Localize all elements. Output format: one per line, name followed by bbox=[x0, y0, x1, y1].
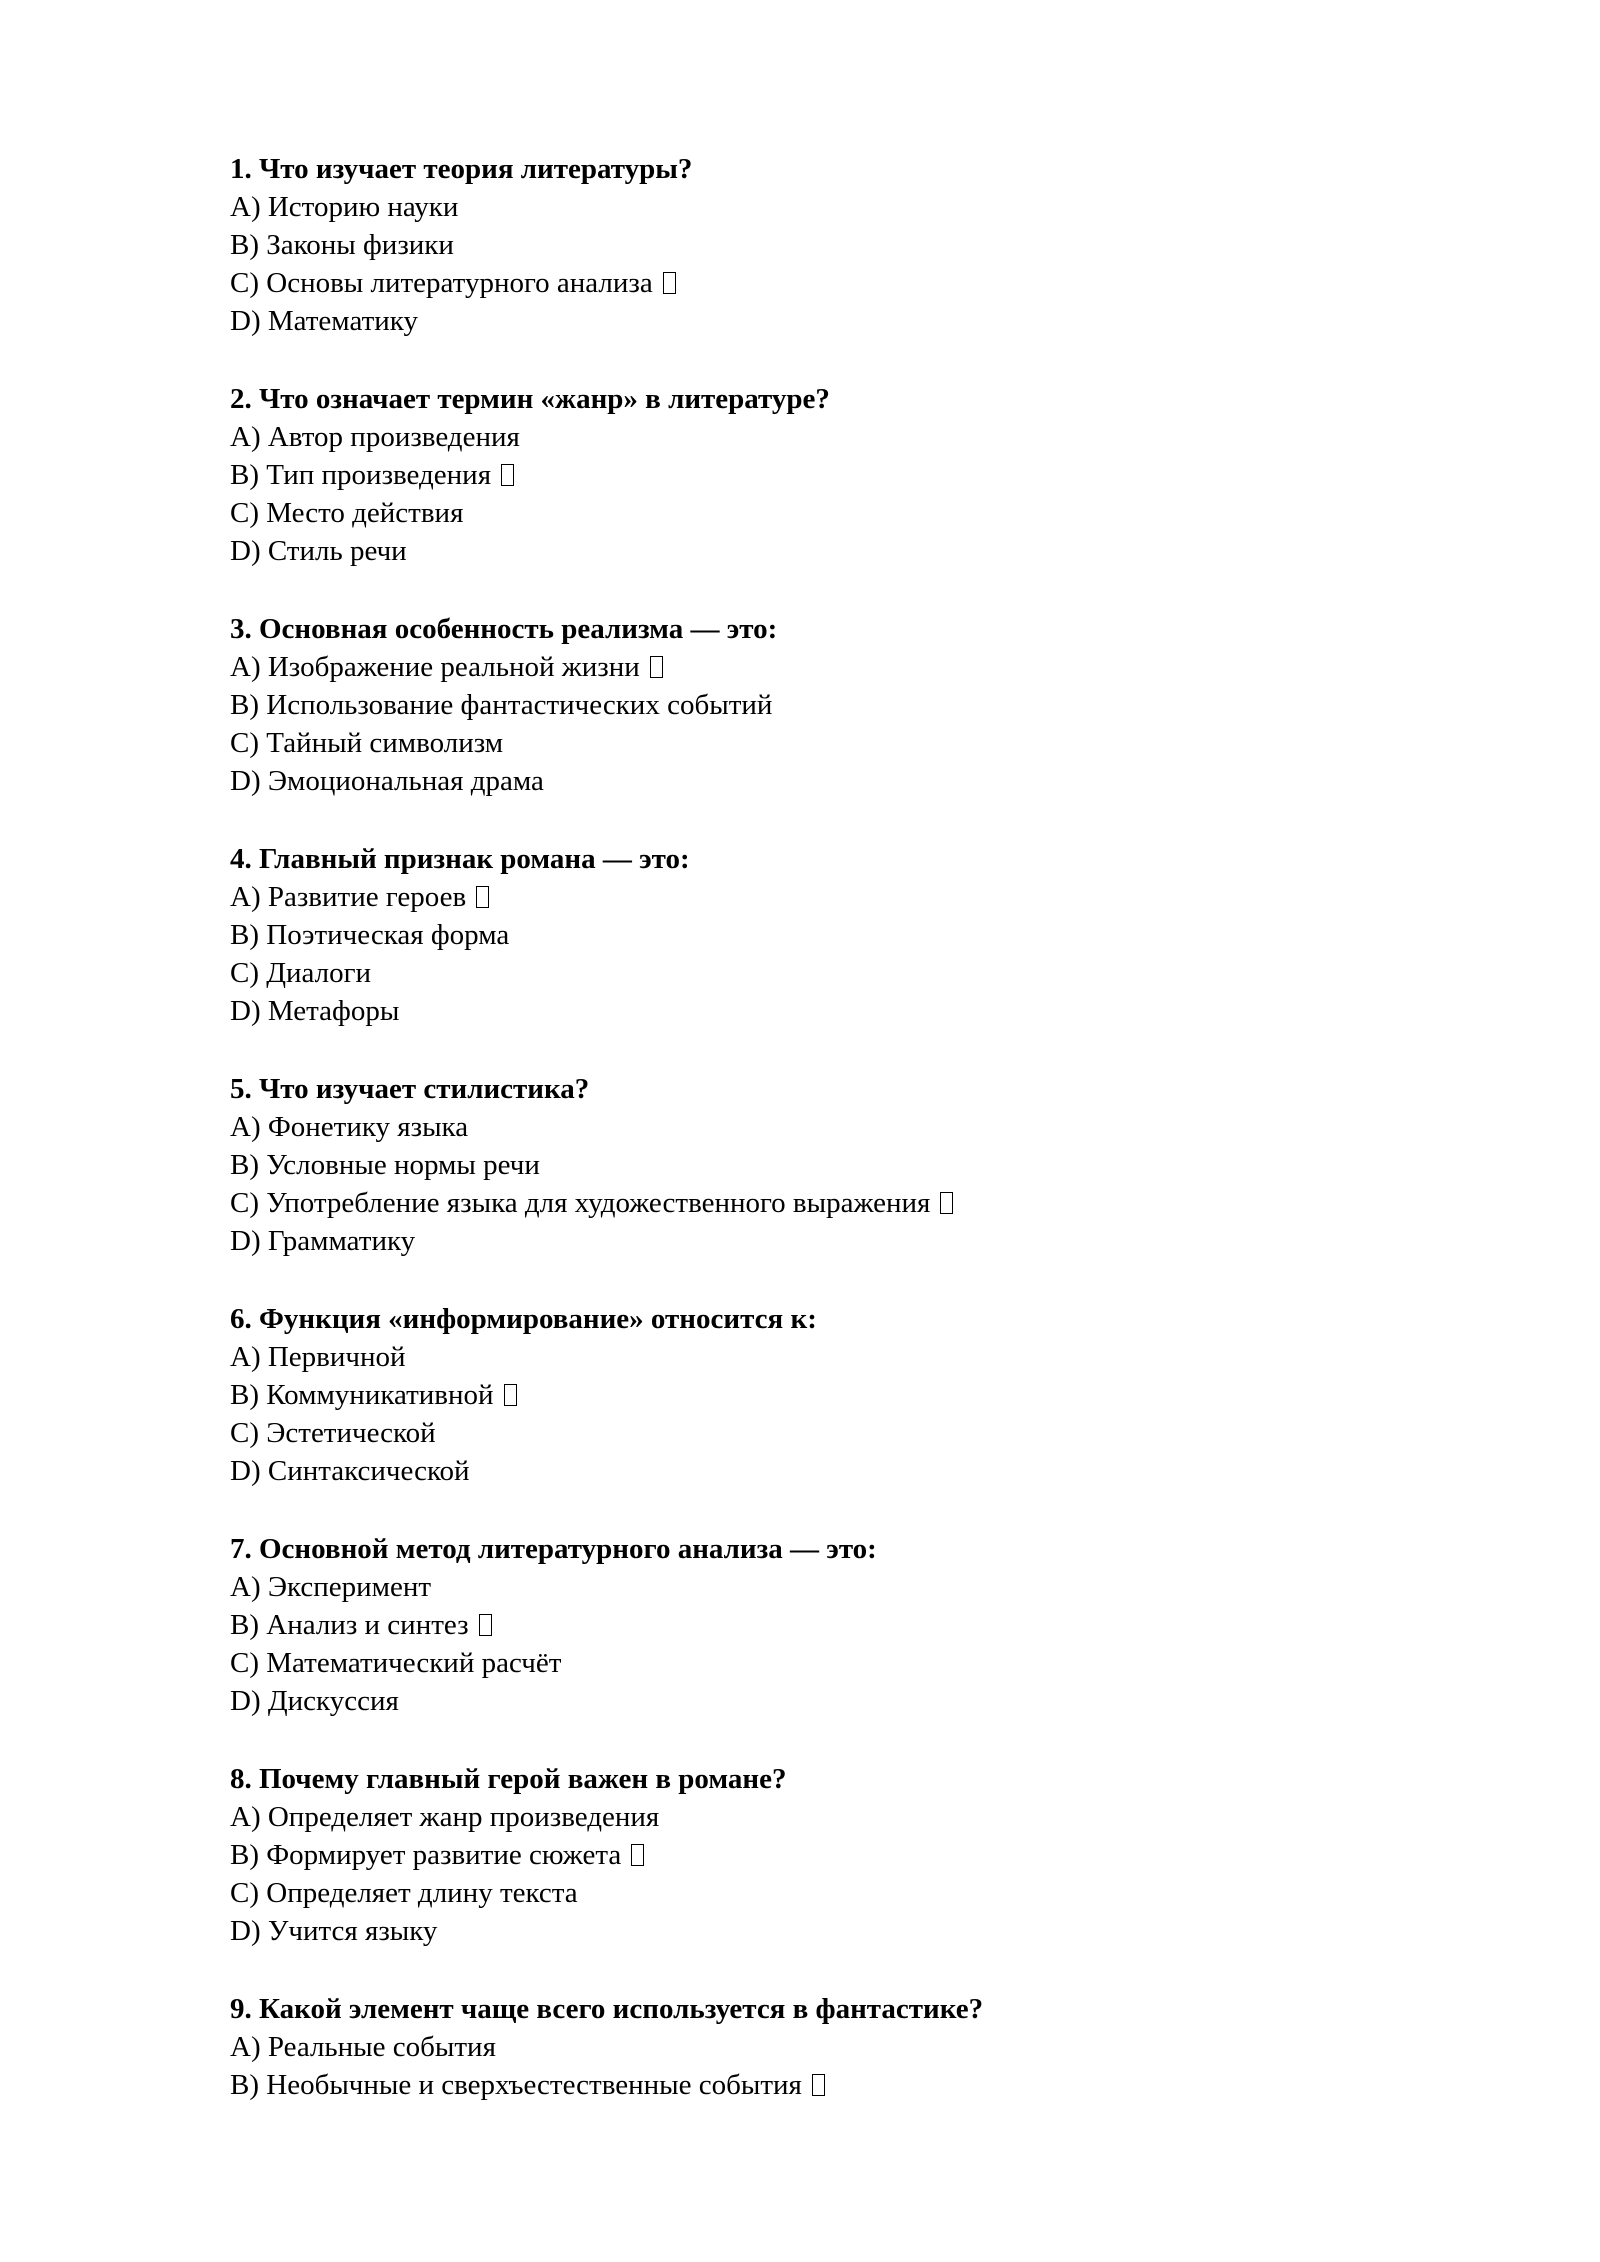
answer-option-text: C) Основы литературного анализа bbox=[230, 267, 653, 299]
question-block bbox=[230, 1300, 1430, 1490]
answer-option-text: D) Грамматику bbox=[230, 1225, 416, 1257]
answer-option bbox=[230, 1682, 1430, 1720]
correct-answer-mark-icon bbox=[631, 1844, 644, 1866]
answer-option bbox=[230, 2066, 1430, 2104]
answer-option-text: A) Автор произведения bbox=[230, 421, 520, 453]
answer-option-text: A) Эксперимент bbox=[230, 1571, 432, 1603]
question-block bbox=[230, 1530, 1430, 1720]
answer-option-text: A) Реальные события bbox=[230, 2031, 496, 2063]
answer-option bbox=[230, 418, 1430, 456]
answer-option-text: A) Фонетику языка bbox=[230, 1111, 469, 1143]
answer-option-text: B) Необычные и сверхъестественные события bbox=[230, 2069, 802, 2101]
answer-option bbox=[230, 916, 1430, 954]
answer-option bbox=[230, 1912, 1430, 1950]
question-block bbox=[230, 840, 1430, 1030]
question-title: 4. Главный признак романа — это: bbox=[230, 843, 690, 875]
answer-option bbox=[230, 1606, 1430, 1644]
answer-option-text: D) Дискуссия bbox=[230, 1685, 399, 1717]
answer-option bbox=[230, 2028, 1430, 2066]
answer-option bbox=[230, 1338, 1430, 1376]
correct-answer-mark-icon bbox=[663, 272, 676, 294]
answer-option bbox=[230, 226, 1430, 264]
question-title: 3. Основная особенность реализма — это: bbox=[230, 613, 778, 645]
answer-option bbox=[230, 724, 1430, 762]
answer-option-text: B) Использование фантастических событий bbox=[230, 689, 773, 721]
answer-option bbox=[230, 264, 1430, 302]
answer-option-text: D) Эмоциональная драма bbox=[230, 765, 544, 797]
answer-option bbox=[230, 1146, 1430, 1184]
question-title: 9. Какой элемент чаще всего используется в фантастике? bbox=[230, 1993, 984, 2025]
question-block bbox=[230, 610, 1430, 800]
answer-option-text: B) Законы физики bbox=[230, 229, 454, 261]
answer-option bbox=[230, 762, 1430, 800]
correct-answer-mark-icon bbox=[504, 1384, 517, 1406]
answer-option bbox=[230, 1376, 1430, 1414]
answer-option-text: B) Условные нормы речи bbox=[230, 1149, 540, 1181]
question-title: 7. Основной метод литературного анализа — это: bbox=[230, 1533, 877, 1565]
correct-answer-mark-icon bbox=[479, 1614, 492, 1636]
answer-option-text: B) Коммуникативной bbox=[230, 1379, 494, 1411]
answer-option bbox=[230, 1108, 1430, 1146]
answer-option-text: C) Употребление языка для художественного выражения bbox=[230, 1187, 931, 1219]
answer-option bbox=[230, 1184, 1430, 1222]
question-block bbox=[230, 1070, 1430, 1260]
question-title: 8. Почему главный герой важен в романе? bbox=[230, 1763, 787, 1795]
answer-option-text: C) Эстетической bbox=[230, 1417, 436, 1449]
answer-option-text: B) Формирует развитие сюжета bbox=[230, 1839, 622, 1871]
answer-option-text: A) Определяет жанр произведения bbox=[230, 1801, 660, 1833]
answer-option-text: B) Анализ и синтез bbox=[230, 1609, 469, 1641]
correct-answer-mark-icon bbox=[812, 2074, 825, 2096]
answer-option-text: A) Изображение реальной жизни bbox=[230, 651, 640, 683]
answer-option bbox=[230, 648, 1430, 686]
answer-option-text: A) Развитие героев bbox=[230, 881, 467, 913]
quiz-content bbox=[230, 150, 1430, 2144]
correct-answer-mark-icon bbox=[650, 656, 663, 678]
answer-option bbox=[230, 954, 1430, 992]
answer-option bbox=[230, 188, 1430, 226]
correct-answer-mark-icon bbox=[476, 886, 489, 908]
question-title: 2. Что означает термин «жанр» в литературе? bbox=[230, 383, 830, 415]
answer-option bbox=[230, 1414, 1430, 1452]
answer-option-text: D) Стиль речи bbox=[230, 535, 407, 567]
answer-option-text: C) Тайный символизм bbox=[230, 727, 504, 759]
answer-option bbox=[230, 1836, 1430, 1874]
answer-option bbox=[230, 1222, 1430, 1260]
answer-option bbox=[230, 1874, 1430, 1912]
question-block bbox=[230, 1990, 1430, 2104]
question-title: 1. Что изучает теория литературы? bbox=[230, 153, 693, 185]
answer-option bbox=[230, 686, 1430, 724]
answer-option-text: D) Математику bbox=[230, 305, 418, 337]
answer-option-text: C) Место действия bbox=[230, 497, 464, 529]
answer-option-text: C) Диалоги bbox=[230, 957, 372, 989]
answer-option-text: D) Метафоры bbox=[230, 995, 400, 1027]
answer-option bbox=[230, 1644, 1430, 1682]
question-block bbox=[230, 150, 1430, 340]
question-block bbox=[230, 1760, 1430, 1950]
answer-option bbox=[230, 1798, 1430, 1836]
answer-option-text: B) Поэтическая форма bbox=[230, 919, 510, 951]
answer-option bbox=[230, 1568, 1430, 1606]
answer-option bbox=[230, 1452, 1430, 1490]
question-title: 5. Что изучает стилистика? bbox=[230, 1073, 590, 1105]
answer-option-text: A) Первичной bbox=[230, 1341, 406, 1373]
answer-option-text: C) Определяет длину текста bbox=[230, 1877, 578, 1909]
correct-answer-mark-icon bbox=[940, 1192, 953, 1214]
answer-option bbox=[230, 532, 1430, 570]
answer-option-text: C) Математический расчёт bbox=[230, 1647, 562, 1679]
answer-option bbox=[230, 494, 1430, 532]
correct-answer-mark-icon bbox=[501, 464, 514, 486]
answer-option bbox=[230, 992, 1430, 1030]
answer-option-text: B) Тип произведения bbox=[230, 459, 492, 491]
answer-option bbox=[230, 456, 1430, 494]
question-block bbox=[230, 380, 1430, 570]
answer-option-text: D) Синтаксической bbox=[230, 1455, 470, 1487]
answer-option bbox=[230, 878, 1430, 916]
answer-option-text: D) Учится языку bbox=[230, 1915, 438, 1947]
answer-option bbox=[230, 302, 1430, 340]
question-title: 6. Функция «информирование» относится к: bbox=[230, 1303, 817, 1335]
answer-option-text: A) Историю науки bbox=[230, 191, 459, 223]
